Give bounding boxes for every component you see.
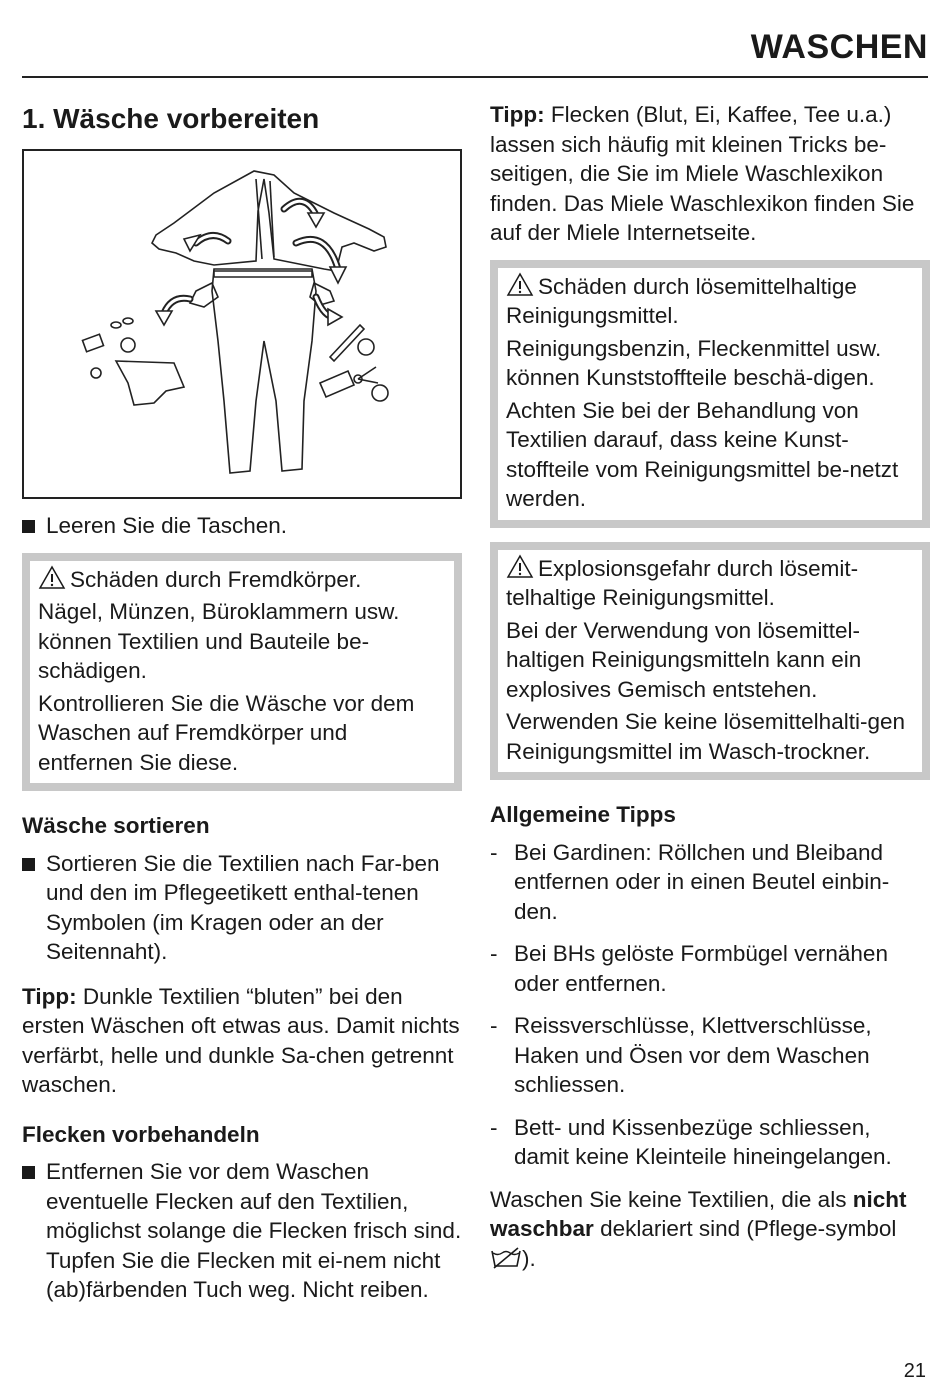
warning-box-explosion (490, 542, 930, 781)
clothing-illustration (24, 151, 460, 497)
general-tip-text: Bett- und Kissenbezüge schliessen, damit keine Kleinteile hineingelangen. (514, 1114, 892, 1169)
bullet-sort (22, 849, 462, 967)
final-note-text: ). (522, 1245, 536, 1271)
illustration-empty-pockets (22, 149, 462, 499)
warning-text: Reinigungsbenzin, Fleckenmittel usw. können Kunststoffteile beschä-digen. (506, 335, 882, 390)
general-tip-item (490, 838, 930, 927)
subheading-stains: Flecken vorbehandeln (22, 1121, 260, 1147)
tip-text: Dunkle Textilien “bluten” bei den ersten Wäschen oft etwas aus. Damit nichts verfärbt, helle und dunkle Sa-chen getrennt waschen. (22, 983, 460, 1097)
warning-title: Schäden durch lösemittelhaltige Reinigungsmittel. (506, 273, 857, 328)
warning-text: Kontrollieren Sie die Wäsche vor dem Waschen auf Fremdkörper und entfernen Sie diese. (38, 690, 415, 775)
header-rule (22, 76, 928, 78)
general-tip-text: Bei Gardinen: Röllchen und Bleiband entfernen oder in einen Beutel einbin-den. (514, 839, 890, 924)
bullet-square-icon (22, 858, 35, 871)
page-number: 21 (903, 1360, 926, 1382)
tip-label: Tipp: (22, 983, 77, 1009)
final-note (490, 1185, 930, 1274)
dash-marker: - (490, 941, 498, 966)
bullet-text: Leeren Sie die Taschen. (46, 513, 288, 538)
warning-box-solvent (490, 260, 930, 528)
bullet-text: Entfernen Sie vor dem Waschen eventuelle Flecken auf den Textilien, möglichst solange die Flecken frisch sind. Tupfen Sie die Flecken mit ei-nem nicht (ab)färbenden Tuch weg. Nicht reiben. (46, 1159, 462, 1302)
warning-triangle-icon (506, 272, 534, 297)
tip-dark-textiles (22, 982, 462, 1100)
bullet-text: Sortieren Sie die Textilien nach Far-ben und den im Pflegeetikett enthal-tenen Symbolen (im Kragen oder an der Seitennaht). (46, 850, 440, 964)
final-note-text: deklariert sind (Pflege-symbol (593, 1216, 897, 1241)
general-tip-text: Bei BHs gelöste Formbügel vernähen oder entfernen. (514, 941, 888, 996)
left-column (22, 100, 462, 1305)
bullet-square-icon (22, 520, 35, 533)
bullet-empty-pockets (22, 511, 462, 541)
general-tip-item (490, 939, 930, 998)
warning-triangle-icon (506, 554, 534, 579)
tip-label: Tipp: (490, 102, 545, 127)
tip-stains (490, 100, 930, 248)
final-note-bold: nicht waschbar (490, 1186, 907, 1241)
warning-text: Achten Sie bei der Behandlung von Textilien darauf, dass keine Kunst-stoffteile vom Reinigungsmittel be-netzt werden. (506, 397, 899, 511)
dash-marker: - (490, 1114, 498, 1140)
not-washable-symbol-icon (490, 1247, 522, 1269)
general-tip-item (490, 1011, 930, 1100)
section-title: 1. Wäsche vorbereiten (22, 103, 320, 134)
warning-box-foreign-objects (22, 553, 462, 792)
dash-marker: - (490, 1013, 498, 1038)
dash-marker: - (490, 839, 498, 865)
subheading-sort: Wäsche sortieren (22, 813, 210, 838)
final-note-text: Waschen Sie keine Textilien, die als (490, 1186, 853, 1212)
header-title: WASCHEN (750, 28, 928, 66)
bullet-stains (22, 1157, 462, 1305)
general-tip-text: Reissverschlüsse, Klettverschlüsse, Haken und Ösen vor dem Waschen schliessen. (514, 1013, 872, 1097)
warning-text: Verwenden Sie keine lösemittelhalti-gen Reinigungsmittel im Wasch-trockner. (506, 709, 905, 764)
warning-text: Nägel, Münzen, Büroklammern usw. können Textilien und Bauteile be-schädigen. (38, 599, 400, 683)
tip-text: Flecken (Blut, Ei, Kaffee, Tee u.a.) lassen sich häufig mit kleinen Tricks be-seitigen, die Sie im Miele Waschlexikon finden. Das Miele Waschlexikon finden Sie auf der Miele Internetseite. (490, 102, 915, 245)
warning-title: Explosionsgefahr durch lösemit-telhaltige Reinigungsmittel. (506, 555, 859, 610)
general-tip-item (490, 1113, 930, 1172)
subheading-general-tips: Allgemeine Tipps (490, 802, 676, 827)
bullet-square-icon (22, 1166, 35, 1179)
warning-title: Schäden durch Fremdkörper. (70, 566, 362, 592)
right-column (490, 100, 930, 1273)
warning-text: Bei der Verwendung von lösemittel-haltigen Reinigungsmitteln kann ein explosives Gemisch entstehen. (506, 617, 862, 702)
warning-triangle-icon (38, 565, 66, 590)
